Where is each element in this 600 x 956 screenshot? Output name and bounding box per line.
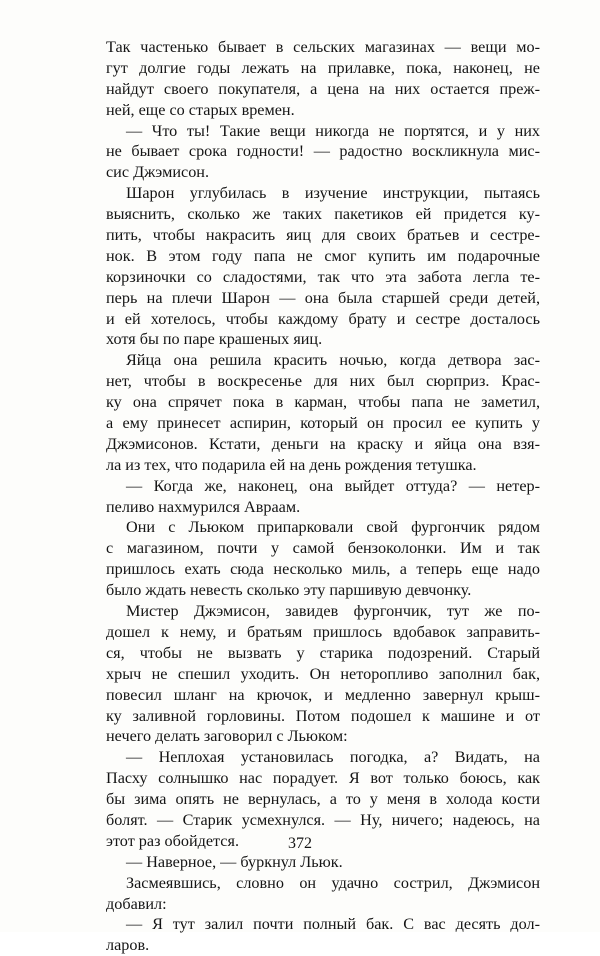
text-line: Мистер Джэмисон, завидев фургончик, тут же по- (126, 602, 540, 621)
text-line: ся, чтобы не вызвать у старика подозрений. Старый (106, 643, 540, 662)
text-line: а ему принесет аспирин, который он просил ее купить у (106, 414, 540, 433)
text-line: сис Джэмисон. (106, 163, 210, 182)
text-line: ла из тех, что подарила ей на день рождения тетушка. (106, 455, 477, 474)
text-line: пришлось ехать сюда несколько миль, а теперь еще надо (106, 560, 540, 579)
text-line: перь на плечи Шарон — она была старшей среди детей, (106, 288, 540, 307)
text-line: пеливо нахмурился Авраам. (106, 497, 301, 516)
text-line: добавил: (106, 894, 167, 913)
text-line: — Неплохая установилась погодка, а? Видать, на (126, 748, 540, 767)
text-line: Шарон углубилась в изучение инструкции, пытаясь (126, 184, 540, 203)
text-line: нет, чтобы в воскресенье для них был сюрприз. Крас- (106, 372, 540, 391)
text-line: нок. В этом году папа не смог купить им подарочные (106, 246, 540, 265)
text-line: не бывает срока годности! — радостно воскликнула мис- (106, 142, 540, 161)
text-line: было ждать невесть сколько эту паршивую девчонку. (106, 581, 472, 600)
text-line: Пасху солнышко нас порадует. Я вот только боюсь, как (106, 769, 540, 788)
text-line: с магазином, почти у самой бензоколонки. Им и так (106, 539, 540, 558)
text-line: этот раз обойдется. (106, 831, 239, 850)
text-line: Засмеявшись, словно он удачно сострил, Джэмисон (126, 873, 540, 892)
text-line: ней, еще со старых времен. (106, 100, 295, 119)
text-line: выяснить, сколько же таких пакетиков ей придется ку- (106, 205, 540, 224)
text-line: хрыч не спешил уходить. Он неторопливо заполнил бак, (106, 664, 540, 683)
text-line: корзиночки со сладостями, так что эта забота легла те- (106, 267, 540, 286)
text-line: — Наверное, — буркнул Льюк. (126, 852, 343, 871)
text-line: Яйца она решила красить ночью, когда детвора зас- (126, 351, 540, 370)
text-line: болят. — Старик усмехнулся. — Ну, ничего; надеюсь, на (106, 810, 540, 829)
text-line: и ей хотелось, чтобы каждому брату и сестре досталось (106, 309, 540, 328)
text-line: хотя бы по паре крашеных яиц. (106, 330, 323, 349)
text-line: Они с Льюком припарковали свой фургончик рядом (126, 518, 540, 537)
text-line: — Я тут залил почти полный бак. С вас десять дол- (126, 915, 540, 934)
text-line: бы зима опять не вернулась, а то у меня в холода кости (106, 790, 540, 809)
text-line: нечего делать заговорил с Льюком: (106, 727, 348, 746)
text-line: ку заливной горловины. Потом подошел к машине и от (106, 706, 540, 725)
text-line: найдут своего покупателя, а цена на них остается преж- (106, 79, 540, 98)
text-line: пить, чтобы накрасить яиц для своих братьев и сестре- (106, 226, 540, 245)
text-line: Джэмисонов. Кстати, деньги на краску и яйца она взя- (106, 434, 540, 453)
text-line: дошел к нему, и братьям пришлось вдобавок заправить- (106, 622, 540, 641)
text-line: Так частенько бывает в сельских магазинах — вещи мо- (106, 38, 540, 56)
text-line: — Что ты! Такие вещи никогда не портятся, и у них (126, 121, 540, 140)
text-line: ку она спрячет пока в карман, чтобы папа не заметил, (106, 393, 540, 412)
text-line: гут долгие годы лежать на прилавке, пока, наконец, не (106, 58, 540, 77)
text-line: повесил шланг на крючок, и медленно завернул крыш- (106, 685, 540, 704)
page-number: 372 (288, 835, 312, 852)
page-text (106, 37, 540, 956)
text-line: ларов. (106, 936, 150, 955)
text-line: — Когда же, наконец, она выйдет оттуда? — нетер- (126, 476, 540, 495)
